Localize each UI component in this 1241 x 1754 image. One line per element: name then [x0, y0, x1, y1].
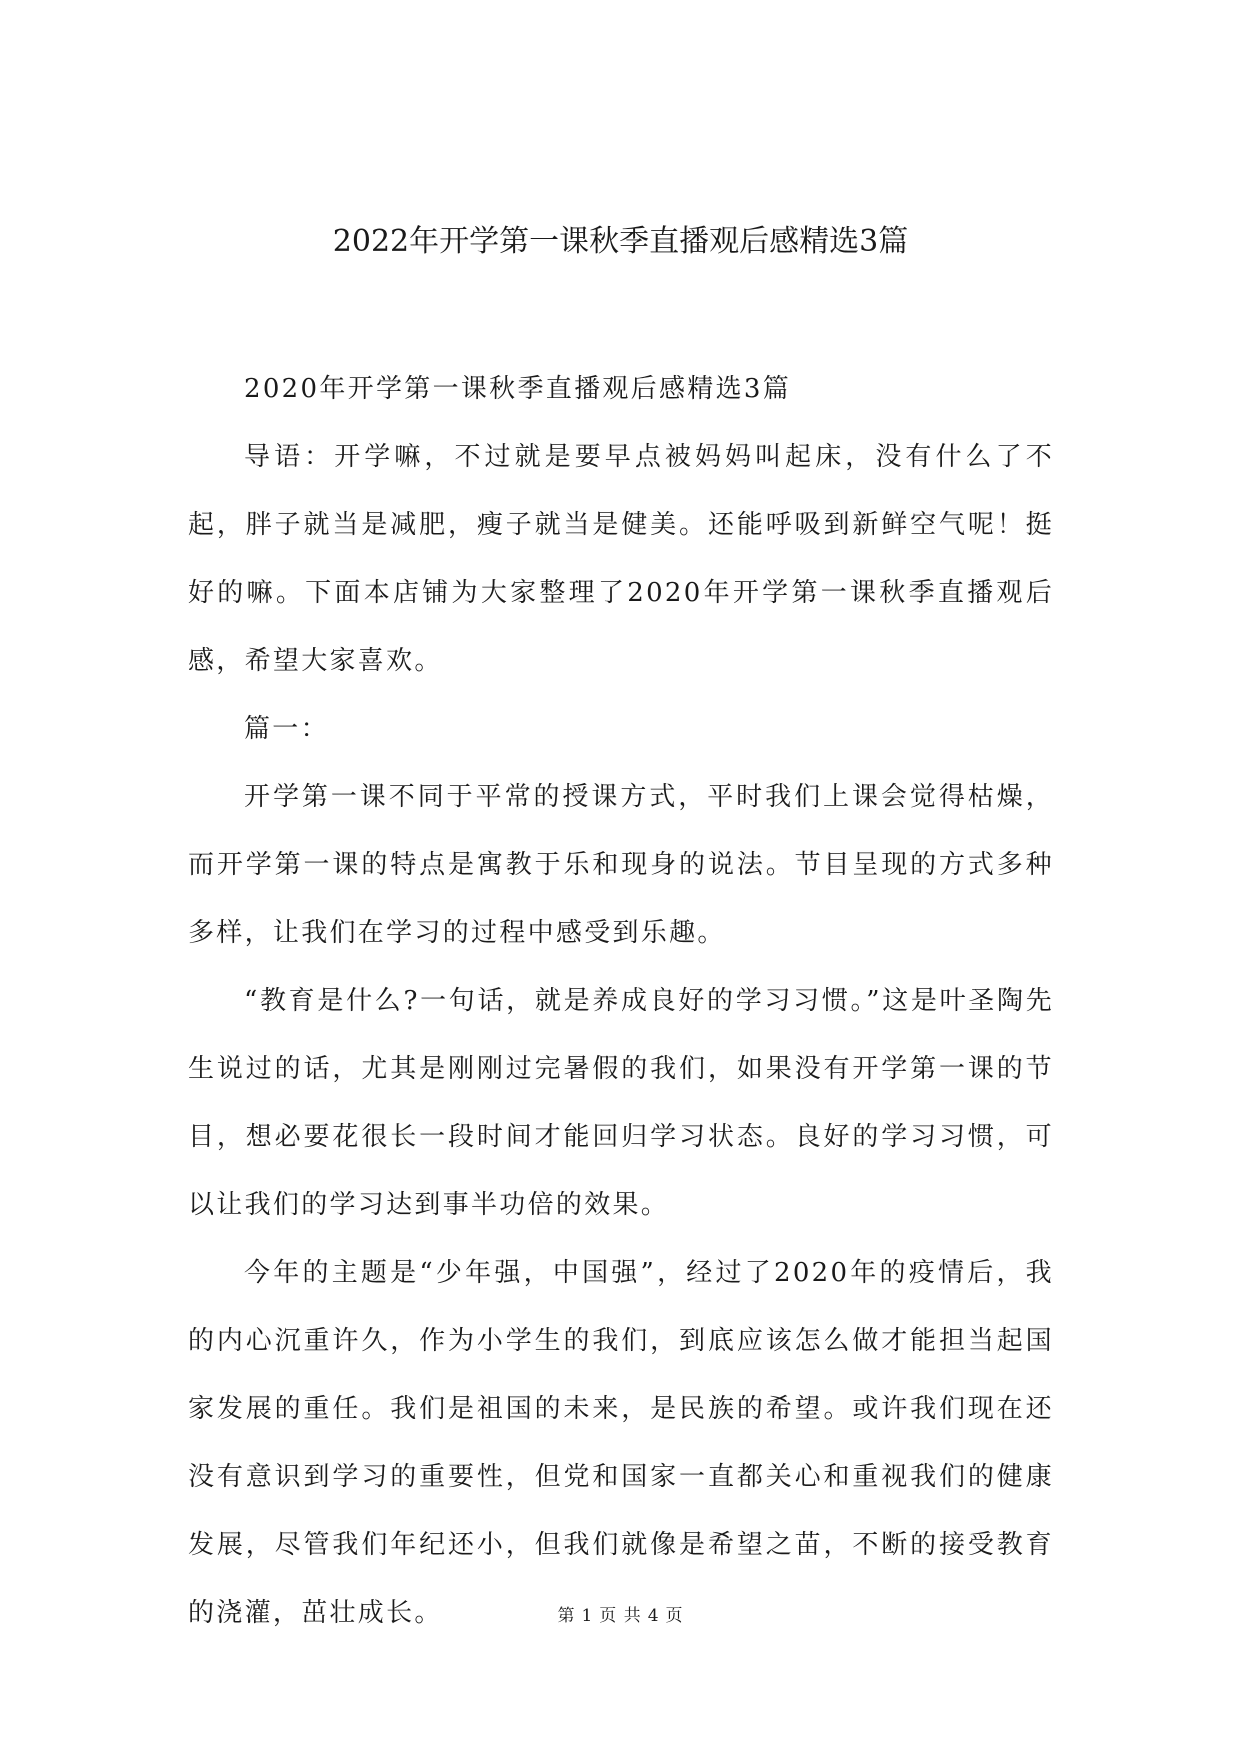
body-paragraph: 开学第一课不同于平常的授课方式，平时我们上课会觉得枯燥，而开学第一课的特点是寓教于乐和现身的说法。节目呈现的方式多种多样，让我们在学习的过程中感受到乐趣。 [188, 782, 1054, 948]
footer-prefix: 第 [557, 1606, 576, 1626]
document-title: 2022年开学第一课秋季直播观后感精选3篇 [332, 224, 909, 259]
intro-paragraph: 导语：开学嘛，不过就是要早点被妈妈叫起床，没有什么了不起，胖子就当是减肥，瘦子就当是健美。还能呼吸到新鲜空气呢！挺好的嘛。下面本店铺为大家整理了2020年开学第一课秋季直播观后感，希望大家喜欢。 [188, 442, 1054, 676]
body-paragraph: 今年的主题是“少年强，中国强”，经过了2020年的疫情后，我的内心沉重许久，作为小学生的我们，到底应该怎么做才能担当起国家发展的重任。我们是祖国的未来，是民族的希望。或许我们现在还没有意识到学习的重要性，但党和国家一直都关心和重视我们的健康发展，尽管我们年纪还小，但我们就像是希望之苗，不断的接受教育的浇灌，茁壮成长。 [188, 1258, 1054, 1628]
current-page-number: 1 [581, 1606, 594, 1626]
footer-middle: 页 共 [599, 1606, 642, 1626]
page-number-footer [0, 1604, 1241, 1628]
subtitle-paragraph: 2020年开学第一课秋季直播观后感精选3篇 [244, 374, 792, 404]
total-page-number: 4 [647, 1606, 660, 1626]
footer-suffix: 页 [665, 1606, 684, 1626]
document-body [188, 355, 1054, 1647]
section-heading-paragraph: 篇一： [244, 714, 329, 744]
body-paragraph: “教育是什么?一句话，就是养成良好的学习习惯。”这是叶圣陶先生说过的话，尤其是刚刚过完暑假的我们，如果没有开学第一课的节目，想必要花很长一段时间才能回归学习状态。良好的学习习惯，可以让我们的学习达到事半功倍的效果。 [188, 986, 1054, 1220]
